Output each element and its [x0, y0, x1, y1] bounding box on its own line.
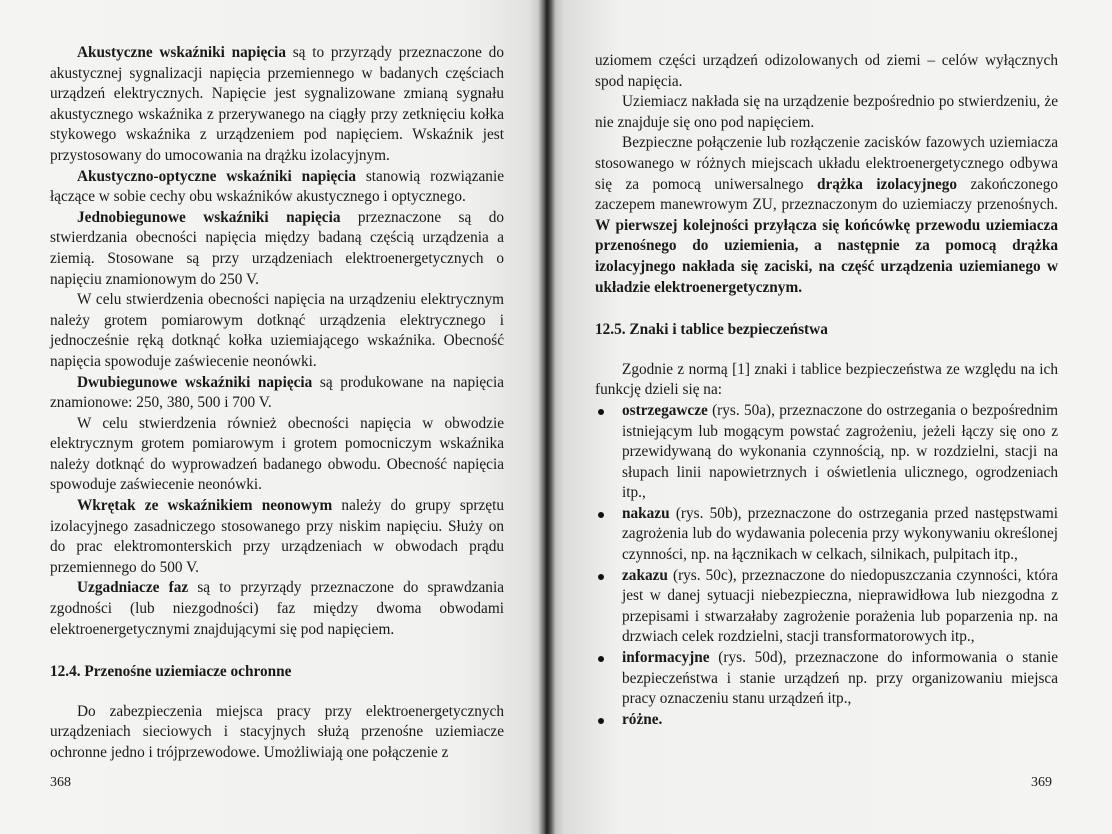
bullet-icon: [598, 656, 604, 662]
paragraph-portable-grounding: Do zabezpieczenia miejsca pracy przy elektroenergetycznych urządzeniach sieciowych i stacyjnych służą przenośne uziemiacze ochronne jedno i trójprzewodowe. Umożliwiają one połączenie z: [50, 702, 504, 761]
paragraph-single-pole-indicators: Jednobiegunowe wskaźniki napięcia przeznaczone są do stwierdzania obecności napięcia między badaną częścią urządzenia a ziemią. Stosowane są przy urządzeniach elektroenergetycznych o napięciu znamionowym do 250 V.: [50, 208, 504, 288]
page-number-left: 368: [50, 775, 71, 790]
paragraph-neon-screwdriver: Wkrętak ze wskaźnikiem neonowym należy do grupy sprzętu izolacyjnego zasadniczego stosowanego przy niskim napięciu. Służy on do prac elektromonterskich przy urządzeniach w obwodach prądu przemiennego do 500 V.: [50, 497, 504, 576]
section-heading-12-4: 12.4. Przenośne uziemiacze ochronne: [50, 663, 292, 681]
spacer: [50, 640, 504, 662]
paragraph-phase-matchers: Uzgadniacze faz są to przyrządy przeznaczone do sprawdzania zgodności (lub niezgodności) faz między dwoma obwodami elektroenergetycznymi znajdującymi się pod napięciem.: [50, 579, 504, 638]
page-number-right: 369: [1031, 775, 1052, 790]
paragraph-acoustic-indicators: Akustyczne wskaźniki napięcia są to przyrządy przeznaczone do akustycznej sygnalizacji napięcia przemiennego w badanych częściach urządzeń elektrycznych. Napięcie jest sygnalizowane zmianą sygnału akustycznego wskaźnika z przerywanego na ciągły przy zetknięciu kołka stykowego wskaźnika z urządzeniem pod napięciem. Wskaźnik jest przystosowany do umocowania na drążku izolacyjnym.: [50, 44, 504, 164]
bullet-icon: [598, 574, 604, 580]
bullet-icon: [598, 409, 604, 415]
right-page: [553, 0, 1112, 834]
list-item-warning: ostrzegawcze (rys. 50a), przeznaczone do ostrzegania o bezpośrednim istniejącym lub mogącym powstać zagrożeniu, jeżeli łączy się ono z przewidywaną do wykonania czynnością, np. w rozdzielni, stacji na słupach linii napowietrznych i oświetlenia ulicznego, ogrodzeniach itp.,: [595, 401, 1058, 504]
right-page-text: [595, 51, 1058, 730]
spacer: [50, 683, 504, 702]
paragraph-single-pole-usage: W celu stwierdzenia obecności napięcia na urządzeniu elektrycznym należy grotem pomiarowym dotknąć urządzenia elektrycznego i jednocześnie ręką dotknąć kołka uziemiającego wskaźnika. Obecność napięcia spowoduje zaświecenie neonówki.: [50, 291, 504, 370]
spacer: [595, 298, 1058, 320]
paragraph-safe-connection: Bezpieczne połączenie lub rozłączenie zacisków fazowych uziemiacza stosowanego w różnych miejscach układu elektroenergetycznego odbywa się za pomocą uniwersalnego drążka izolacyjnego zakończonego zaczepem manewrowym ZU, przeznaczonym do uziemiaczy przenośnych. W pierwszej kolejności przyłącza się końcówkę przewodu uziemiacza przenośnego do uziemienia, a następnie za pomocą drążka izolacyjnego nakłada się zaciski, na część urządzenia uziemianego w układzie elektroenergetycznym.: [595, 134, 1058, 296]
left-page-text: [50, 43, 504, 764]
list-item-prohibition: zakazu (rys. 50c), przeznaczone do niedopuszczania czynności, która jest w danej sytuacji niebezpieczna, nieprawidłowa lub niezgodna z przepisami i stwarzałaby zagrożenie porażenia lub poparzenia np. na drzwiach celek rozdzielni, stacji transformatorowych itp.,: [595, 566, 1058, 648]
list-item-various: różne.: [595, 710, 1058, 731]
section-heading-12-5: 12.5. Znaki i tablice bezpieczeństwa: [595, 321, 828, 339]
list-item-information: informacyjne (rys. 50d), przeznaczone do informowania o stanie bezpieczeństwa i stanie urządzeń np. przy organizowaniu miejsca pracy oznaczeniu stanu urządzeń itp.,: [595, 648, 1058, 710]
paragraph-grounding-application: Uziemiacz nakłada się na urządzenie bezpośrednio po stwierdzeniu, że nie znajduje się ono pod napięciem.: [595, 93, 1058, 131]
list-item-mandatory: nakazu (rys. 50b), przeznaczone do ostrzegania przed następstwami zagrożenia lub do wydawania polecenia przy wykonywaniu określonej czynności, np. na łącznikach w celkach, silnikach, pulpitach itp.,: [595, 504, 1058, 566]
spacer: [595, 341, 1058, 360]
paragraph-continuation: uziomem części urządzeń odizolowanych od ziemi – celów wyłącznych spod napięcia.: [595, 52, 1058, 90]
paragraph-two-pole-indicators: Dwubiegunowe wskaźniki napięcia są produkowane na napięcia znamionowe: 250, 380, 500 i 700 V.: [50, 373, 504, 412]
book-gutter: [538, 0, 556, 834]
paragraph-acoustic-optical-indicators: Akustyczno-optyczne wskaźniki napięcia stanowią rozwiązanie łączące w sobie cechy obu wskaźników akustycznego i optycznego.: [50, 167, 504, 206]
paragraph-two-pole-usage: W celu stwierdzenia również obecności napięcia w obwodzie elektrycznym grotem pomiarowym i grotem pomocniczym wskaźnika należy dotknąć do wyprowadzeń badanego obwodu. Obecność napięcia spowoduje zaświecenie neonówki.: [50, 414, 504, 494]
left-page: [0, 0, 545, 834]
bullet-icon: [598, 718, 604, 724]
paragraph-signs-intro: Zgodnie z normą [1] znaki i tablice bezpieczeństwa ze względu na ich funkcję dzieli się na:: [595, 360, 1058, 399]
signs-list: [595, 401, 1058, 731]
bullet-icon: [598, 512, 604, 518]
